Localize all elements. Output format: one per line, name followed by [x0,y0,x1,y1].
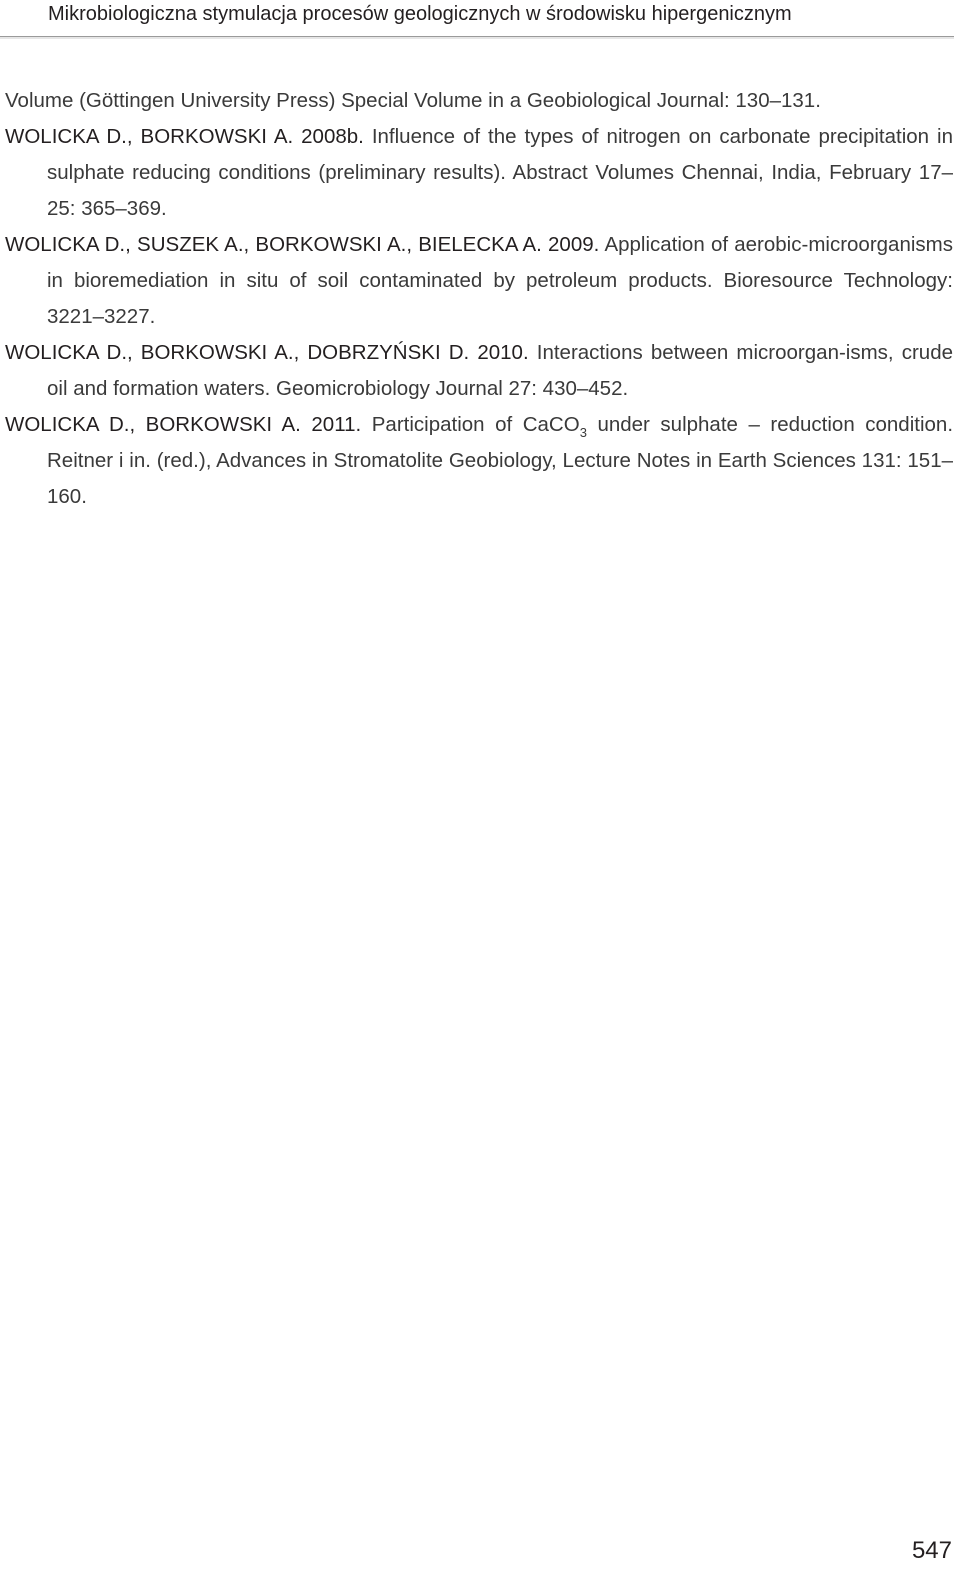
chemical-subscript: 3 [579,425,587,440]
running-header [0,0,954,37]
reference-item [5,407,953,515]
reference-text-end: under sulphate – reduction condition. Reitner i in. (red.), Advances in Stromatolite Geobiology, Lecture Notes in Earth Sciences 131: 151–160. [47,413,954,508]
reference-item [5,335,953,407]
running-header-title: Mikrobiologiczna stymulacja procesów geologicznych w środowisku hipergenicznym [48,3,792,25]
reference-text-start: Participation of CaCO [371,413,580,436]
reference-authors: WOLICKA D., SUSZEK A., BORKOWSKI A., BIELECKA A. 2009. [5,233,600,256]
reference-text: Application of aerobic-microorganisms in bioremediation in situ of soil contaminated by petroleum products. Bioresource Technology: 3221–3227. [47,233,953,328]
page-number: 547 [911,1537,952,1564]
reference-item [5,227,953,335]
reference-authors: WOLICKA D., BORKOWSKI A. 2011. [5,413,362,436]
reference-text: Interactions between microorgan-isms, crude oil and formation waters. Geomicrobiology Journal 27: 430–452. [47,341,953,400]
reference-authors: WOLICKA D., BORKOWSKI A., DOBRZYŃSKI D. 2010. [5,341,529,364]
reference-list [5,83,953,515]
reference-text: Influence of the types of nitrogen on carbonate precipitation in sulphate reducing conditions (preliminary results). Abstract Volumes Chennai, India, February 17–25: 365–369. [47,125,953,220]
reference-item [5,119,953,227]
reference-authors: WOLICKA D., BORKOWSKI A. 2008b. [5,125,364,148]
reference-continuation: Volume (Göttingen University Press) Special Volume in a Geobiological Journal: 130–131. [5,89,821,112]
